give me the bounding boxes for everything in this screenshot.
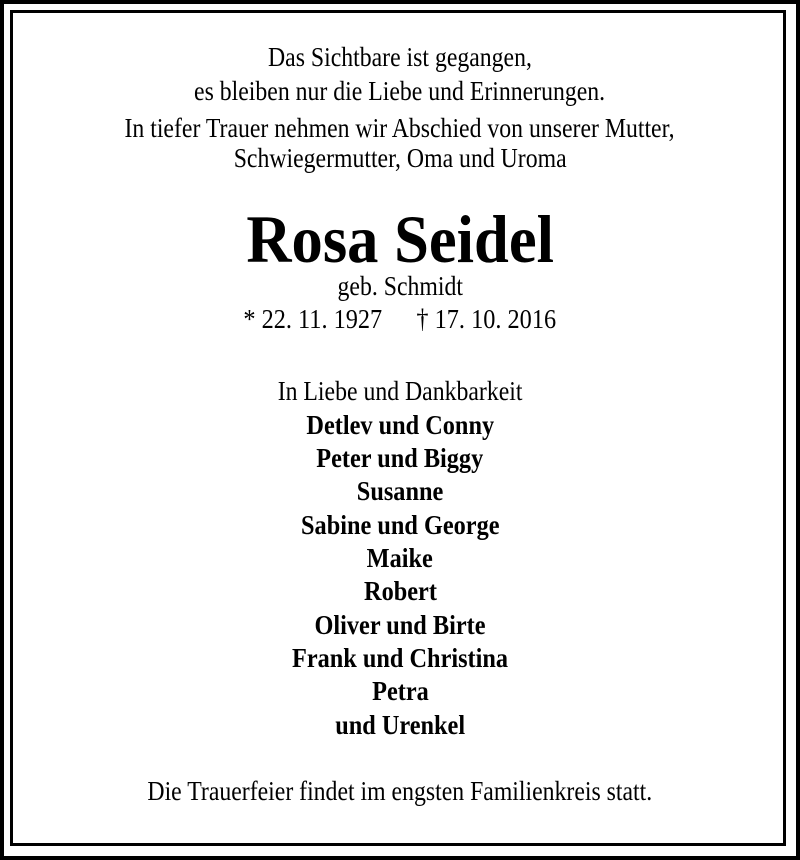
mourner-name-text: Maike [366,543,434,573]
mourner-name-text: Sabine und George [300,510,500,540]
death-date: 17. 10. 2016 [434,304,557,334]
deceased-name-text: Rosa Seidel [246,201,554,277]
life-dates-row [244,306,557,333]
mourner-name [0,645,800,672]
mourner-name [0,578,800,605]
life-dates [0,306,800,333]
mourner-name-text: Frank und Christina [291,643,509,673]
mourners-intro [0,378,800,405]
announcement-line-2-text: Schwiegermutter, Oma und Uroma [233,143,567,173]
maiden-name-text: geb. Schmidt [337,271,463,301]
mourner-name-text: Oliver und Birte [314,610,486,640]
birth-star-icon: * [243,304,256,334]
announcement-line-1 [0,115,800,142]
deceased-name [0,201,800,277]
verse-line-2-text: es bleiben nur die Liebe und Erinnerungen. [194,76,606,106]
verse-line-1-text: Das Sichtbare ist gegangen, [268,42,532,72]
birth-date: 22. 11. 1927 [261,304,383,334]
verse-line-2 [0,78,800,105]
maiden-name [0,273,800,300]
funeral-note-text: Die Trauerfeier findet im engsten Familienkreis statt. [147,776,653,806]
mourner-name-text: Robert [363,576,437,606]
mourner-name [0,545,800,572]
mourner-name [0,712,800,739]
announcement-line-2 [0,145,800,172]
announcement-line-1-text: In tiefer Trauer nehmen wir Abschied von unserer Mutter, [124,113,675,143]
mourners-intro-text: In Liebe und Dankbarkeit [277,376,523,406]
mourner-name-text: Detlev und Conny [306,410,494,440]
mourner-name [0,612,800,639]
mourner-name [0,678,800,705]
death-cross-icon: † [416,304,429,334]
mourner-name-text: und Urenkel [335,710,465,740]
mourner-name [0,445,800,472]
mourner-name [0,512,800,539]
mourner-name-text: Susanne [356,476,444,506]
verse-line-1 [0,44,800,71]
mourner-name [0,412,800,439]
funeral-note [0,778,800,805]
mourner-name-text: Peter und Biggy [316,443,484,473]
mourner-name [0,478,800,505]
mourner-name-text: Petra [371,676,429,706]
